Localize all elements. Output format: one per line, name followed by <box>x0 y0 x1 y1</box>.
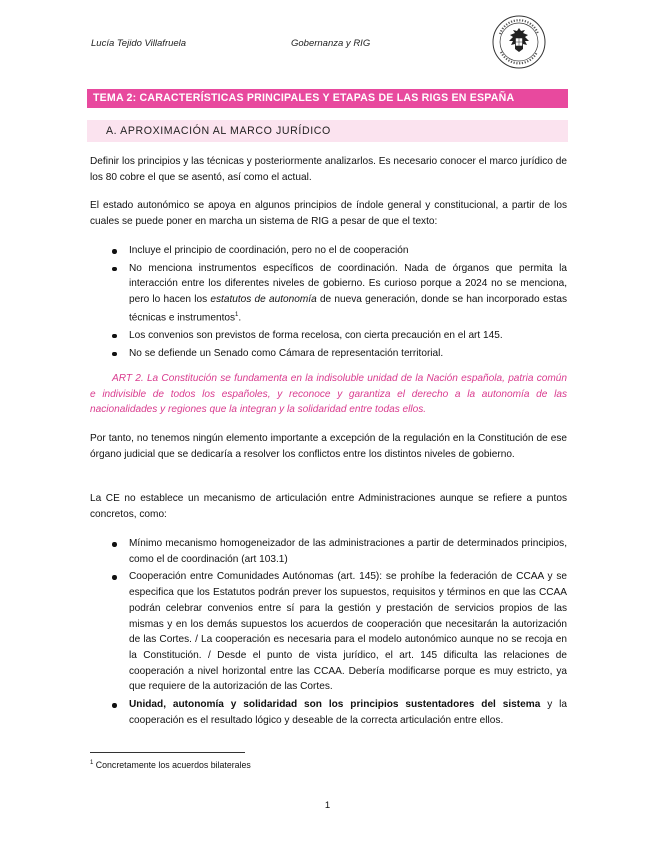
list-item-text: y la cooperación es el resultado lógico y deseable de la correcta articulación entre ellos. <box>129 699 568 726</box>
list-item <box>90 569 567 695</box>
list-item-text: Incluye el principio de coordinación, pero no el de cooperación <box>129 245 409 256</box>
section-title: TEMA 2: CARACTERÍSTICAS PRINCIPALES Y ETAPAS DE LAS RIGS EN ESPAÑA <box>87 89 568 108</box>
paragraph-state <box>90 198 567 229</box>
list-item-text: No menciona instrumentos específicos de coordinación. Nada de órganos que permita la interacción entre los diferentes niveles de gobierno. Es curioso porque a 2024 no se menciona, pero lo hacen los <box>129 262 567 306</box>
list-item <box>90 536 567 567</box>
footnote-text: Concretamente los acuerdos bilaterales <box>95 760 251 770</box>
page-number: 1 <box>324 800 331 811</box>
header-course: Gobernanza y RIG <box>291 38 371 49</box>
list-item <box>90 697 567 728</box>
list-item-text: Mínimo mecanismo homogeneizador de las administraciones a partir de determinados principios, como el de coordinación (art 103.1) <box>129 538 567 565</box>
list-item <box>90 261 567 326</box>
paragraph-intro-text: Definir los principios y las técnicas y posteriormente analizarlos. Es necesario conocer el marco jurídico de los 80 cobre el que se asentó, así como el actual. <box>90 156 567 183</box>
list-item-text: . <box>238 312 242 324</box>
footnote-ref[interactable]: 1 <box>235 311 239 318</box>
list-item-text: Los convenios son previstos de forma recelosa, con cierta precaución en el art 145. <box>129 329 503 341</box>
constitution-quote-text: ART 2. La Constitución se fundamenta en la indisoluble unidad de la Nación española, patria común e indivisible de todos los españoles, y reconoce y garantiza el derecho a la autonomía de las nacionalidades y regiones que la integran y la solidaridad entre todas ellos. <box>90 373 567 416</box>
footnote-divider <box>90 752 245 753</box>
paragraph-state-text: El estado autonómico se apoya en algunos principios de índole general y constitucional, a partir de los cuales se puede poner en marcha un sistema de RIG a pesar de que el texto: <box>90 200 567 227</box>
list-item <box>90 328 567 344</box>
footnote-marker: 1 <box>90 760 94 767</box>
university-seal-logo <box>491 14 547 70</box>
list-item <box>90 243 567 259</box>
bullet-list-principles <box>90 243 567 361</box>
list-item-text: Cooperación entre Comunidades Autónomas (art. 145): se prohíbe la federación de CCAA y se especifica que los Estatutos podrán prever los supuestos, requisitos y términos en que las CCAA podrán celebrar convenios entre sí para la gestión y prestación de servicios propios de las mismas y en los demás supuestos los acuerdos de cooperación que necesitarán la autorización de las Cortes. / La cooperación es necesaria para el modelo autonómico aunque no se recoja en la Constitución. / Desde el punto de vista jurídico, el art. 145 dificulta las relaciones de cooperación a nivel horizontal entre las CCAA. Debería modificarse porque es muy estricto, ya que requiere de la autorización de las Cortes. <box>129 571 567 693</box>
paragraph-conclusion <box>90 431 567 462</box>
list-item-text: No se defiende un Senado como Cámara de representación territorial. <box>129 347 444 359</box>
list-item-bold: Unidad, autonomía y solidaridad son los principios sustentadores del sistema <box>129 699 541 711</box>
paragraph-conclusion-text: Por tanto, no tenemos ningún elemento importante a excepción de la regulación en la Constitución de ese órgano judicial que se dedicaría a resolver los conflictos entre los distintos niveles de gobierno. <box>90 433 567 460</box>
footnote <box>90 760 251 770</box>
constitution-quote <box>90 371 567 418</box>
subsection-title: A. APROXIMACIÓN AL MARCO JURÍDICO <box>87 120 568 142</box>
list-item-text: de nueva generación, donde se han incorporado estas técnicas e instrumentos <box>129 294 568 324</box>
paragraph-intro <box>90 154 567 185</box>
list-item-emphasis: estatutos de autonomía <box>210 294 317 306</box>
list-item <box>90 346 567 362</box>
header-author: Lucía Tejido Villafruela <box>91 38 187 49</box>
bullet-list-mechanisms <box>90 536 567 728</box>
paragraph-ce-text: La CE no establece un mecanismo de articulación entre Administraciones aunque se refiere a puntos concretos, como: <box>90 493 567 520</box>
paragraph-ce <box>90 491 567 522</box>
